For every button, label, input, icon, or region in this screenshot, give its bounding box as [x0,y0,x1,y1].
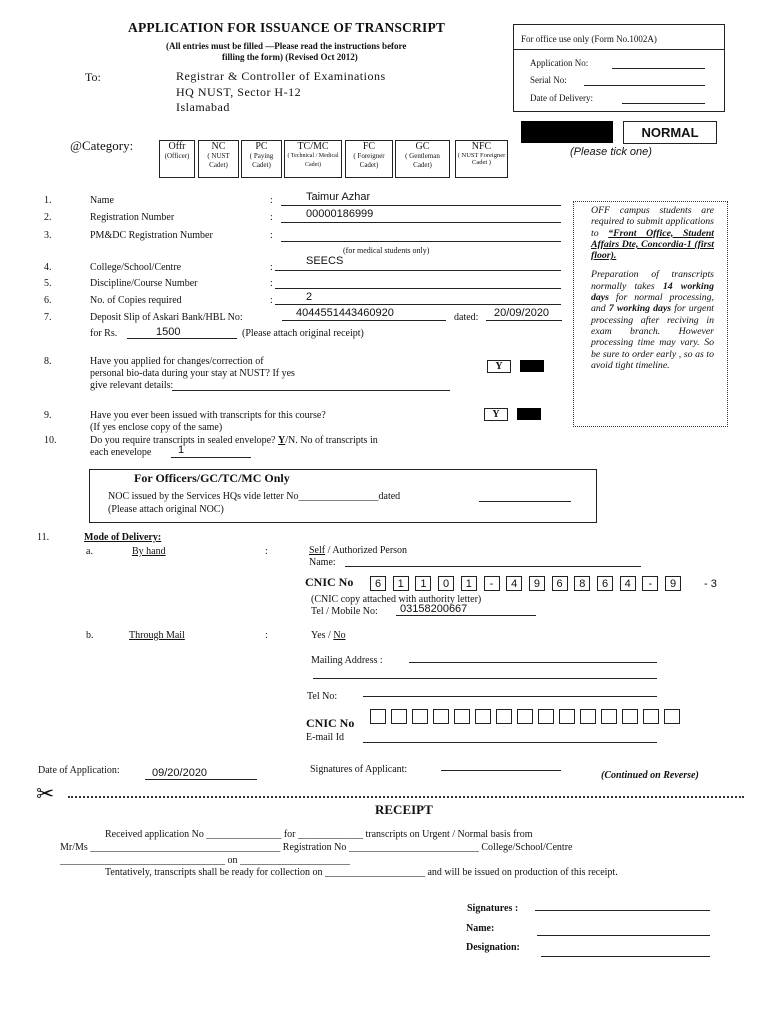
by-hand-letter: a. [86,546,93,557]
date-of-application-field[interactable] [145,779,257,780]
receipt-name-label: Name: [466,923,495,934]
cnic-digit-cell[interactable]: 1 [461,576,477,591]
tel-mobile-label: Tel / Mobile No: [311,606,378,617]
field-10-value[interactable]: 1 [178,444,185,456]
deposit-slip-value[interactable]: 4044551443460920 [296,307,394,319]
receipt-line-4: Tentatively, transcripts shall be ready for collection on ____________________ and will be issued on production of this receipt. [105,867,618,878]
email-field[interactable] [363,742,657,743]
receipt-signatures-field[interactable] [535,910,710,911]
address-line-2: HQ NUST, Sector H-12 [176,85,302,99]
category-label: @Category: [70,138,134,153]
date-of-application-value[interactable]: 09/20/2020 [152,767,208,779]
serial-no-label: Serial No: [530,75,567,85]
receipt-title: RECEIPT [375,802,433,817]
tel-no-label: Tel No: [307,691,338,702]
field-10-line2: each enevelope [90,447,152,458]
deposit-slip-field[interactable] [282,320,446,321]
colon: : [270,295,273,306]
college-field[interactable] [275,270,561,271]
colon: : [270,278,273,289]
rs-note: (Please attach original receipt) [242,328,364,339]
colon: : [270,230,273,241]
dated-field[interactable] [486,320,562,321]
category-nfc[interactable]: NFC ( NUST Foreigner Cadet ) [455,140,508,178]
category-tc-mc[interactable]: TC/MC ( Technical / Medical Cadet) [284,140,342,178]
delivery-heading: Mode of Delivery: [84,532,162,543]
pmdc-label: PM&DC Registration Number [90,230,213,241]
noc-line: NOC issued by the Services HQs vide letter No________________dated [108,491,401,502]
discipline-field[interactable] [275,288,561,289]
registration-number-field[interactable] [281,222,561,223]
field-2-num: 2. [44,212,52,223]
category-pc[interactable]: PC ( Paying Cadet) [241,140,282,178]
notice-para-1: OFF campus students are required to submit applications to “Front Office, Student Affairs Dte, Concordia-1 (first floor). [591,205,714,262]
self-or-authorized[interactable]: Self / Authorized Person [309,545,408,556]
field-9-line1: Have you ever been issued with transcripts for this course? [90,410,326,421]
registration-number-label: Registration Number [90,212,175,223]
cnic-mail-digit-cell[interactable] [664,709,680,724]
application-no-label: Application No: [530,58,589,68]
continued-note: (Continued on Reverse) [601,770,699,781]
through-mail-letter: b. [86,630,94,641]
receipt-line-2: Mr/Ms ______________________________________ Registration No __________________________ College/School/Centre [60,842,573,853]
colon: : [270,262,273,273]
cnic-mail-digit-cell[interactable] [391,709,407,724]
tick-note: (Please tick one) [570,146,652,158]
receipt-signatures-label: Signatures : [467,903,519,914]
scissors-icon: ✂ [36,781,55,806]
date-of-application-label: Date of Application: [38,765,120,776]
office-use-box [513,24,725,112]
field-9-no-box[interactable] [517,408,541,420]
deposit-slip-label: Deposit Slip of Askari Bank/HBL No: [90,312,243,323]
receipt-line-1: Received application No _______________ for _____________ transcripts on Urgent / Normal basis from [105,829,533,840]
authorized-name-label: Name: [309,557,336,568]
name-label: Name [90,195,114,206]
to-label: To: [85,70,101,84]
category-gc[interactable]: GC ( Gentleman Cadet) [395,140,450,178]
pmdc-field[interactable] [281,241,561,242]
cnic-mail-digit-cell[interactable] [517,709,533,724]
field-9-num: 9. [44,410,52,421]
tel-no-field[interactable] [363,696,657,697]
cnic-mail-label: CNIC No [306,716,355,730]
through-mail-label[interactable]: Through Mail [129,630,185,641]
application-no-field[interactable] [612,68,705,69]
cnic-note: (CNIC copy attached with authority letter) [311,594,482,605]
field-10-field[interactable] [171,457,251,458]
dated-value[interactable]: 20/09/2020 [494,307,550,319]
form-title: APPLICATION FOR ISSUANCE OF TRANSCRIPT [128,20,446,35]
cnic-mail-digit-cell[interactable] [580,709,596,724]
cnic-label: CNIC No [305,575,354,589]
signature-field[interactable] [441,770,561,771]
cnic-mail-digit-cell[interactable] [559,709,575,724]
tel-mobile-field[interactable] [396,615,536,616]
cnic-digit-cell[interactable]: 8 [574,576,590,591]
copies-label: No. of Copies required [90,295,182,306]
copies-value[interactable]: 2 [306,291,313,303]
colon: : [270,195,273,206]
field-10-num: 10. [44,435,57,446]
yes-no-option[interactable]: Yes / No [311,630,346,641]
field-8-line1: Have you applied for changes/correction of [90,356,264,367]
cnic-mail-digit-cell[interactable] [538,709,554,724]
colon: : [265,546,268,557]
address-line-1: Registrar & Controller of Examinations [176,69,386,83]
cnic-digit-cell[interactable]: 1 [393,576,409,591]
noc-note: (Please attach original NOC) [108,504,224,515]
field-9-line2: (If yes enclose copy of the same) [90,422,223,433]
cnic-digit-cell[interactable]: 6 [370,576,386,591]
rs-label: for Rs. [90,328,118,339]
office-use-heading: For office use only (Form No.1002A) [521,34,657,44]
urgent-redacted-box[interactable] [521,121,613,143]
form-subtitle-2: filling the form) (Revised Oct 2012) [222,52,358,62]
by-hand-label[interactable]: By hand [132,546,166,557]
cnic-last-digit[interactable]: - 3 [704,578,717,590]
serial-no-field[interactable] [584,85,705,86]
receipt-line-3: _________________________________ on ______________________ [60,855,350,866]
field-7-num: 7. [44,312,52,323]
instructions-notice [573,201,728,427]
field-8-yes-box[interactable]: Y [487,360,511,373]
tel-mobile-value[interactable]: 03158200667 [400,603,468,615]
field-8-details-field[interactable] [172,390,450,391]
category-nc[interactable]: NC ( NUST Cadet) [198,140,239,178]
receipt-designation-field[interactable] [541,956,710,957]
cut-line [68,796,744,798]
rs-field[interactable] [127,338,237,339]
cnic-digit-cell[interactable]: 9 [665,576,681,591]
cnic-digit-cell[interactable]: 9 [529,576,545,591]
category-fc[interactable]: FC ( Foreigner Cadet) [345,140,393,178]
field-8-line3: give relevant details: [90,380,174,391]
field-4-num: 4. [44,262,52,273]
copies-field[interactable] [275,304,561,305]
field-8-num: 8. [44,356,52,367]
cnic-mail-digit-cell[interactable] [643,709,659,724]
cnic-mail-digit-cell[interactable] [496,709,512,724]
cnic-mail-digit-cell[interactable] [433,709,449,724]
cnic-digit-cell[interactable]: 0 [438,576,454,591]
cnic-mail-digit-cell[interactable] [412,709,428,724]
cnic-digit-cell[interactable]: - [642,576,658,591]
mailing-address-field-2[interactable] [313,678,657,679]
cnic-mail-digit-cell[interactable] [622,709,638,724]
date-of-delivery-label: Date of Delivery: [530,93,593,103]
cnic-digit-cell[interactable]: 4 [620,576,636,591]
cnic-mail-digit-cell[interactable] [475,709,491,724]
noc-date-field[interactable] [479,501,571,502]
pmdc-note: (for medical students only) [343,246,430,255]
notice-para-2: Preparation of transcripts normally takes 14 working days for normal processing, and 7 working days for urgent processing after reciving in exam branch. However processing time may vary. So be sure to order early , so as to avoid tight timeline. [591,269,715,371]
authorized-name-field[interactable] [345,566,641,567]
normal-option[interactable]: NORMAL [623,121,717,144]
cnic-mail-digit-cell[interactable] [454,709,470,724]
cnic-mail-digit-cell[interactable] [601,709,617,724]
field-3-num: 3. [44,230,52,241]
cnic-digit-cell[interactable]: - [484,576,500,591]
receipt-name-field[interactable] [537,935,710,936]
dated-label: dated: [454,312,479,323]
field-5-num: 5. [44,278,52,289]
field-8-line2: personal bio-data during your stay at NUST? If yes [90,368,295,379]
officers-box [89,469,597,523]
form-subtitle-1: (All entries must be filled —Please read the instructions before [166,41,407,51]
signature-label: Signatures of Applicant: [310,764,408,775]
field-11-num: 11. [37,532,50,543]
colon: : [270,212,273,223]
field-1-num: 1. [44,195,52,206]
cnic-digit-cell[interactable]: 1 [415,576,431,591]
cnic-digit-cell[interactable]: 6 [597,576,613,591]
discipline-label: Discipline/Course Number [90,278,198,289]
category-offr[interactable]: Offr (Officer) [159,140,195,178]
name-field[interactable] [281,205,561,206]
mailing-address-field-1[interactable] [409,662,657,663]
name-value[interactable]: Taimur Azhar [306,191,371,203]
date-of-delivery-field[interactable] [622,103,705,104]
colon: : [265,630,268,641]
registration-number-value[interactable]: 00000186999 [306,208,374,220]
address-line-3: Islamabad [176,100,230,114]
field-10-line1: Do you require transcripts in sealed envelope? Y/N. No of transcripts in [90,435,378,446]
college-label: College/School/Centre [90,262,182,273]
mailing-address-label: Mailing Address : [311,655,383,666]
receipt-designation-label: Designation: [466,942,520,953]
college-value[interactable]: SEECS [306,255,344,267]
officers-heading: For Officers/GC/TC/MC Only [134,471,290,485]
email-label: E-mail Id [306,732,345,743]
cnic-digit-cell[interactable]: 6 [552,576,568,591]
field-6-num: 6. [44,295,52,306]
rs-value[interactable]: 1500 [156,326,181,338]
cnic-mail-digit-cell[interactable] [370,709,386,724]
cnic-digit-cell[interactable]: 4 [506,576,522,591]
field-9-yes-box[interactable]: Y [484,408,508,421]
field-8-no-box[interactable] [520,360,544,372]
